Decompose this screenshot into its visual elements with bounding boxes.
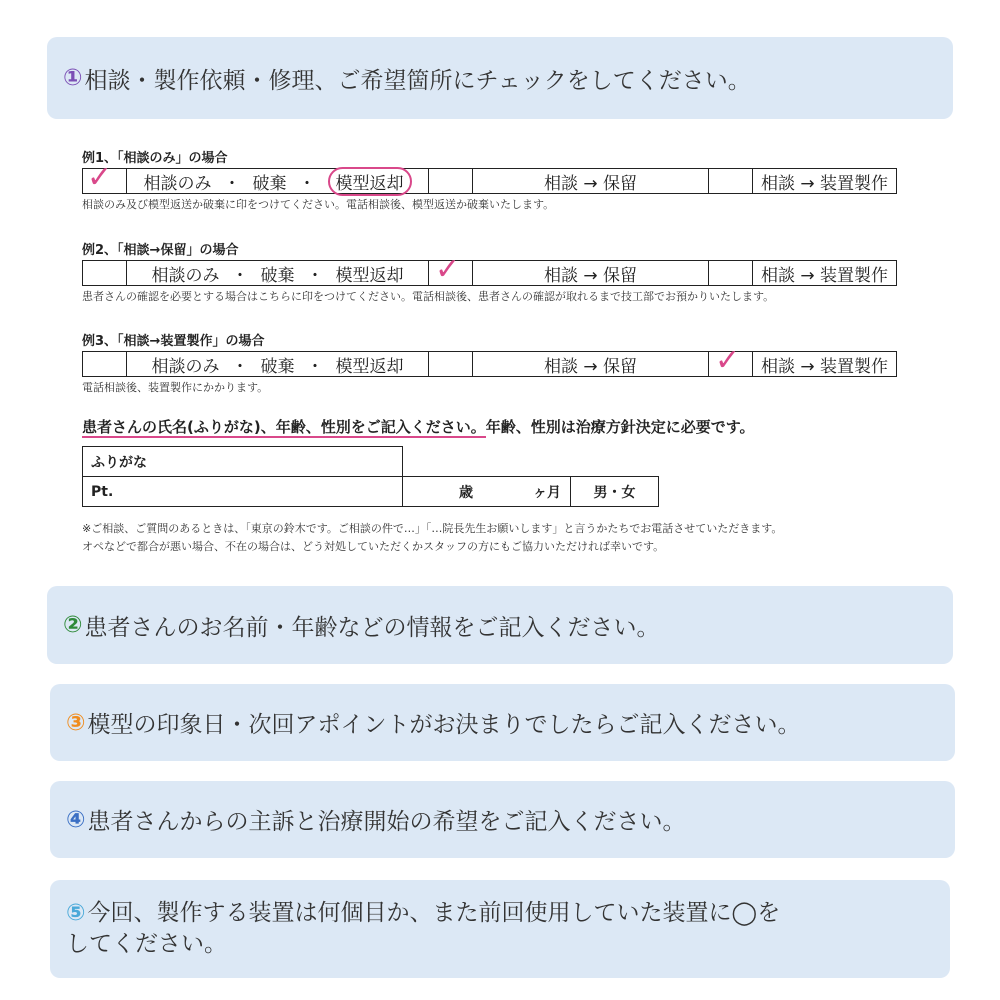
example-1-row	[82, 160, 897, 195]
patient-heading-rest: 年齢、性別は治療方針決定に必要です。	[485, 418, 755, 436]
section-3-instruction	[50, 684, 955, 761]
separator: ・	[306, 265, 324, 286]
section-3-number: ③	[66, 709, 86, 736]
option-consult-hold: 相談 → 保留	[473, 169, 709, 193]
section-4-number: ④	[66, 806, 86, 833]
section-5-line-1	[66, 898, 780, 929]
footnote-line-1: ※ご相談、ご質問のあるときは、「東京の鈴木です。ご相談の件で…」「…院長先生お願いします」と言うかたちでお電話させていただきます。	[82, 522, 783, 535]
example-1-hold-checkbox	[429, 169, 473, 193]
example-3-note: 電話相談後、装置製作にかかります。	[82, 381, 269, 394]
section-2-text: 患者さんのお名前・年齢などの情報をご記入ください。	[84, 614, 660, 641]
section-4-text: 患者さんからの主訴と治療開始の希望をご記入ください。	[87, 809, 686, 835]
option-consult-only: 相談のみ	[151, 265, 220, 286]
example-2-row	[82, 252, 897, 287]
example-2-note: 患者さんの確認を必要とする場合はこちらに印をつけてください。電話相談後、患者さんの確認が取れるまで技工部でお預かりいたします。	[82, 290, 775, 303]
example-3-title: 例3、「相談→装置製作」の場合	[82, 334, 265, 349]
separator: ・	[231, 356, 249, 377]
example-2-title: 例2、「相談→保留」の場合	[82, 243, 239, 258]
footnote	[82, 520, 782, 556]
sex-label: 男・女	[571, 477, 659, 507]
option-consult-only: 相談のみ	[143, 173, 212, 194]
example-2-option-cell	[127, 261, 429, 285]
example-3-row	[82, 343, 897, 378]
option-discard: 破棄	[260, 356, 295, 377]
furigana-label: ふりがな	[83, 447, 403, 477]
section-2-number: ②	[63, 612, 83, 638]
example-3-option-cell	[127, 352, 429, 376]
example-1	[82, 150, 912, 214]
section-4-instruction	[50, 781, 955, 858]
separator: ・	[223, 173, 241, 194]
age-cell	[403, 477, 571, 507]
option-consult-make: 相談 → 装置製作	[760, 356, 889, 377]
option-consult-make: 相談 → 装置製作	[760, 173, 889, 194]
section-2-instruction	[47, 586, 953, 664]
patient-heading-underlined: 患者さんの氏名(ふりがな)、年齢、性別をご記入ください。	[82, 418, 486, 436]
example-2-make-checkbox	[709, 261, 753, 285]
example-3-hold-checkbox	[429, 352, 473, 376]
example-1-note: 相談のみ及び模型返送か破棄に印をつけてください。電話相談後、模型返送か破棄いたします。	[82, 198, 555, 211]
age-years-label: 歳	[459, 484, 473, 501]
option-return-model: 模型返却	[335, 356, 404, 377]
example-3-checkbox-cell	[83, 352, 127, 376]
option-consult-make: 相談 → 装置製作	[760, 265, 889, 286]
example-1-option-cell	[127, 169, 429, 193]
example-3	[82, 333, 912, 397]
example-1-checkbox-cell	[83, 160, 127, 195]
option-return-model: 模型返却	[335, 265, 404, 286]
separator: ・	[298, 173, 316, 194]
section-1-number: ①	[63, 65, 83, 91]
patient-info-table	[82, 446, 659, 507]
section-3-text: 模型の印象日・次回アポイントがお決まりでしたらご記入ください。	[87, 712, 801, 738]
option-consult-hold: 相談 → 保留	[473, 352, 709, 376]
example-2	[82, 242, 912, 306]
section-5-line-1-text: 今回、製作する装置は何個目か、また前回使用していた装置に◯を	[87, 900, 781, 926]
option-return-model-circled: 模型返却	[328, 167, 412, 196]
example-3-make-checkbox	[709, 343, 753, 378]
section-1-instruction	[47, 37, 953, 119]
patient-name-label: Pt.	[83, 477, 403, 507]
example-2-hold-checkbox	[429, 252, 473, 287]
section-5-text-block	[66, 898, 780, 960]
section-1-text: 相談・製作依頼・修理、ご希望箇所にチェックをしてください。	[84, 67, 751, 94]
option-discard: 破棄	[260, 265, 295, 286]
age-months-label: ヶ月	[533, 484, 561, 501]
patient-info-heading	[82, 416, 755, 437]
check-mark-icon: ✓	[715, 343, 741, 378]
check-mark-icon: ✓	[87, 160, 113, 195]
example-2-checkbox-cell	[83, 261, 127, 285]
option-consult-hold: 相談 → 保留	[473, 261, 709, 285]
option-discard: 破棄	[252, 173, 287, 194]
example-1-make-checkbox	[709, 169, 753, 193]
section-5-number: ⑤	[66, 900, 86, 926]
example-1-title: 例1、「相談のみ」の場合	[82, 151, 228, 166]
option-consult-only: 相談のみ	[151, 356, 220, 377]
section-5-line-2: してください。	[66, 931, 227, 957]
separator: ・	[306, 356, 324, 377]
check-mark-icon: ✓	[435, 252, 461, 287]
empty-cell	[403, 447, 659, 477]
separator: ・	[231, 265, 249, 286]
section-5-instruction	[50, 880, 950, 978]
footnote-line-2: オペなどで都合が悪い場合、不在の場合は、どう対処していただくかスタッフの方にもご協力いただければ幸いです。	[82, 540, 665, 553]
